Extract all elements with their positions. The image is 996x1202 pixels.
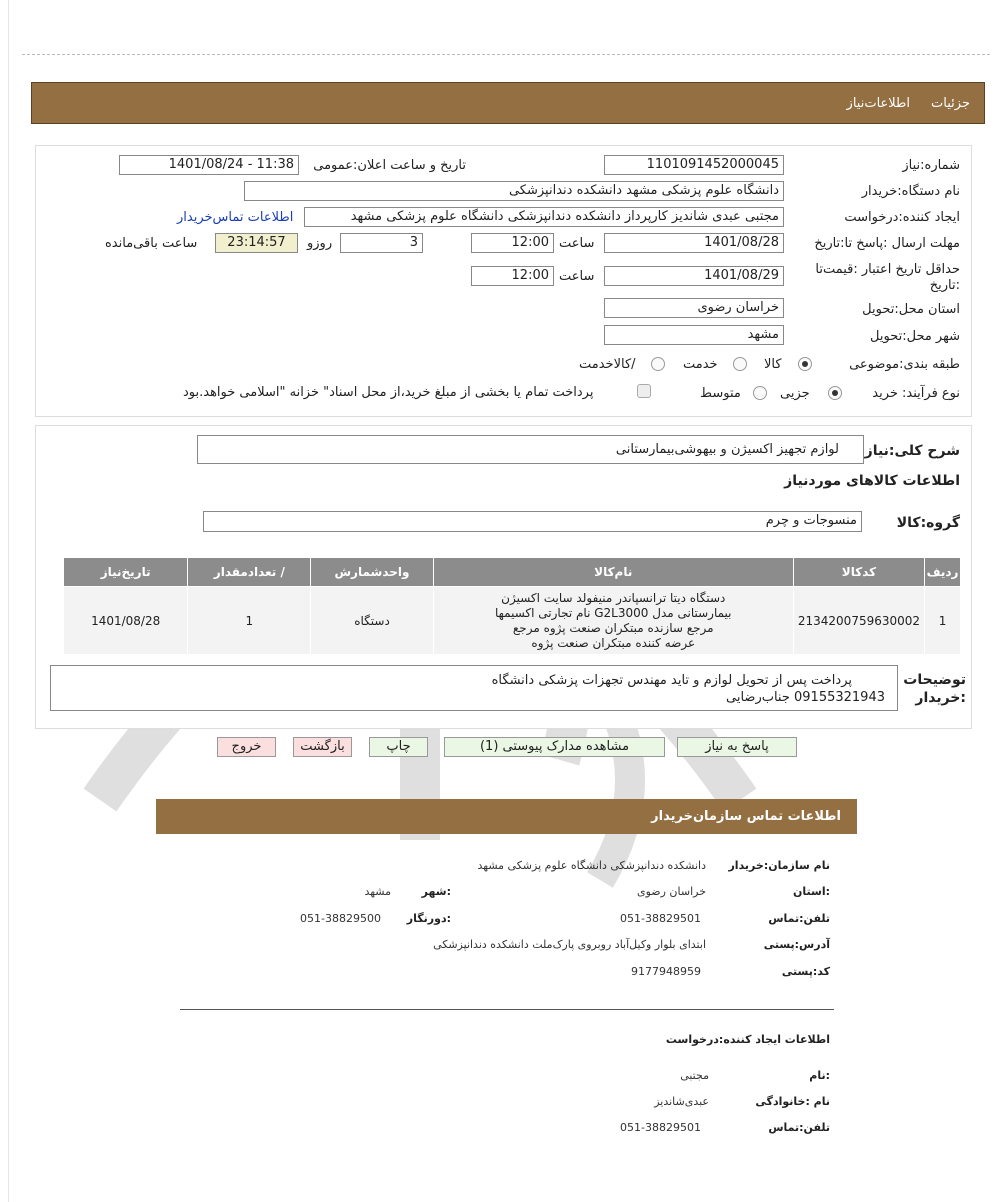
goods-group-field: منسوجات و چرم xyxy=(203,511,862,532)
announce-label: تاریخ و ساعت اعلان:عمومی xyxy=(313,158,466,173)
validity-time-label: ساعت xyxy=(559,269,595,284)
contact-city-value: مشهد xyxy=(364,885,391,898)
process-label: نوع فرآیند: خرید xyxy=(872,386,960,401)
buyer-notes-label-2: :خریدار xyxy=(915,690,966,706)
category-label: طبقه بندی:موضوعی xyxy=(849,357,960,372)
item-name-line: مرجع سازنده مبتکران صنعت پژوه مرجع xyxy=(512,620,714,635)
contact-phone-label: تلفن:تماس xyxy=(768,912,830,925)
days-field: 3 xyxy=(340,233,423,253)
creator-phone-value: 051-38829501 xyxy=(620,1121,701,1134)
buyer-notes-box xyxy=(50,665,898,711)
goods-group-label: گروه:کالا xyxy=(896,515,960,531)
contact-postal-value: 9177948959 xyxy=(631,965,701,978)
treasury-checkbox[interactable] xyxy=(637,384,651,398)
contact-city-label: :شهر xyxy=(421,885,451,898)
creator-family-value: عبدی‌شاندیز xyxy=(654,1095,709,1108)
col-quantity: / تعدادمقدار xyxy=(188,558,311,587)
buyer-contact-title: اطلاعات تماس سازمان‌خریدار xyxy=(651,809,841,824)
need-number-label: شماره:نیاز xyxy=(902,158,960,173)
validity-time-field: 12:00 xyxy=(471,266,554,286)
col-item-code: کدکالا xyxy=(793,558,924,587)
contact-fax-label: :دورنگار xyxy=(406,912,451,925)
days-label: روزو xyxy=(307,236,333,251)
deadline-label: مهلت ارسال :پاسخ تا:تاریخ xyxy=(814,236,960,251)
remaining-time-field: 23:14:57 xyxy=(215,233,298,253)
table-row xyxy=(64,587,961,655)
creator-name-label: :نام xyxy=(809,1069,830,1082)
process-partial-label: جزیی xyxy=(780,386,810,401)
buyer-org-label: نام دستگاه:خریدار xyxy=(861,184,960,199)
col-need-date: تاریخ‌نیاز xyxy=(64,558,188,587)
treasury-note: پرداخت تمام یا بخشی از مبلغ خرید،از محل اسناد" خزانه "اسلامی خواهد.بود xyxy=(183,385,594,400)
row-need-date: 1401/08/28 xyxy=(64,587,188,655)
need-description-label: شرح کلی:نیاز xyxy=(864,443,960,459)
category-goods-radio[interactable] xyxy=(798,357,812,371)
back-button[interactable]: بازگشت xyxy=(293,737,352,757)
process-medium-label: متوسط xyxy=(700,386,741,401)
item-name-line: دستگاه دیتا ترانسپاندر منیفولد سایت اکسیژن xyxy=(501,590,726,605)
item-name-line: بیمارستانی مدل G2L3000 نام تجارتی اکسیمها xyxy=(494,605,732,620)
goods-table-header xyxy=(64,558,961,587)
deadline-date-field: 1401/08/28 xyxy=(604,233,784,253)
tab-details[interactable]: جزئیات xyxy=(931,96,970,111)
buyer-notes-line-2: 09155321943 جناب‌رضایی xyxy=(725,690,885,705)
category-both-label: /کالاخدمت xyxy=(579,357,636,372)
row-item-code: 2134200759630002 xyxy=(793,587,924,655)
deadline-time-field: 12:00 xyxy=(471,233,554,253)
creator-family-label: نام :خانوادگی xyxy=(755,1095,830,1108)
item-name-line: عرضه کننده مبتکران صنعت پژوه xyxy=(531,635,696,650)
province-label: استان محل:تحویل xyxy=(862,302,960,317)
city-label: شهر محل:تحویل xyxy=(870,329,960,344)
announce-date-field: 1401/08/24 - 11:38 xyxy=(119,155,299,175)
contact-province-label: :استان xyxy=(793,885,830,898)
page-header-bar xyxy=(31,82,985,124)
tab-need-info[interactable]: اطلاعات‌نیاز xyxy=(846,96,910,111)
buyer-notes-label-1: توضیحات xyxy=(903,672,966,688)
process-medium-radio[interactable] xyxy=(753,386,767,400)
category-service-radio[interactable] xyxy=(733,357,747,371)
print-button[interactable]: چاپ xyxy=(369,737,428,757)
row-item-name xyxy=(433,587,793,655)
goods-info-title: اطلاعات کالاهای موردنیاز xyxy=(784,473,960,489)
contact-org-label: نام سازمان:خریدار xyxy=(728,859,830,872)
contact-org-value: دانشکده دندانپزشکی دانشگاه علوم پزشکی مشهد xyxy=(477,859,706,872)
row-quantity: 1 xyxy=(188,587,311,655)
city-field: مشهد xyxy=(604,325,784,345)
process-partial-radio[interactable] xyxy=(828,386,842,400)
need-number-field: 1101091452000045 xyxy=(604,155,784,175)
reply-button[interactable]: پاسخ به نیاز xyxy=(677,737,797,757)
top-divider xyxy=(22,54,990,55)
col-unit: واحدشمارش xyxy=(311,558,433,587)
creator-label: ایجاد کننده:درخواست xyxy=(844,210,960,225)
remaining-label: ساعت باقی‌مانده xyxy=(105,236,198,251)
validity-date-field: 1401/08/29 xyxy=(604,266,784,286)
need-description-field: لوازم تجهیز اکسیژن و بیهوشی‌بیمارستانی xyxy=(197,435,864,464)
deadline-time-label: ساعت xyxy=(559,236,595,251)
row-unit: دستگاه xyxy=(311,587,433,655)
contact-divider xyxy=(180,1009,834,1010)
buyer-notes-line-1: پرداخت پس از تحویل لوازم و تاید مهندس تجهزات پزشکی دانشگاه xyxy=(491,673,852,688)
creator-field: مجتبی عبدی شاندیز کارپرداز دانشکده دندانپزشکی دانشگاه علوم پزشکی مشهد xyxy=(304,207,784,227)
creator-name-value: مجتبی xyxy=(680,1069,709,1082)
province-field: خراسان رضوی xyxy=(604,298,784,318)
contact-phone-value: 051-38829501 xyxy=(620,912,701,925)
row-index: 1 xyxy=(925,587,961,655)
contact-address-value: ابتدای بلوار وکیل‌آباد روبروی پارک‌ملت دانشکده دندانپزشکی xyxy=(433,938,706,951)
validity-label-2: :تاریخ xyxy=(929,278,960,293)
category-both-radio[interactable] xyxy=(651,357,665,371)
view-attachments-button[interactable]: مشاهده مدارک پیوستی (1) xyxy=(444,737,665,757)
contact-address-label: آدرس:پستی xyxy=(763,938,830,951)
goods-table xyxy=(63,557,961,655)
creator-info-title: اطلاعات ایجاد کننده:درخواست xyxy=(665,1033,830,1046)
buyer-org-field: دانشگاه علوم پزشکی مشهد دانشکده دندانپزشکی xyxy=(244,181,784,201)
buyer-contact-header xyxy=(156,799,857,834)
buyer-contact-link[interactable]: اطلاعات تماس‌خریدار xyxy=(177,210,294,225)
contact-postal-label: کد:پستی xyxy=(781,965,830,978)
exit-button[interactable]: خروج xyxy=(217,737,276,757)
creator-phone-label: تلفن:تماس xyxy=(768,1121,830,1134)
page-left-border xyxy=(8,0,9,1202)
category-goods-label: کالا xyxy=(764,357,782,372)
category-service-label: خدمت xyxy=(683,357,718,372)
contact-fax-value: 051-38829500 xyxy=(300,912,381,925)
col-item-name: نام‌کالا xyxy=(433,558,793,587)
contact-province-value: خراسان رضوی xyxy=(636,885,706,898)
validity-label-1: حداقل تاریخ اعتبار :قیمت‌تا xyxy=(815,262,960,277)
col-row-index: ردیف xyxy=(925,558,961,587)
